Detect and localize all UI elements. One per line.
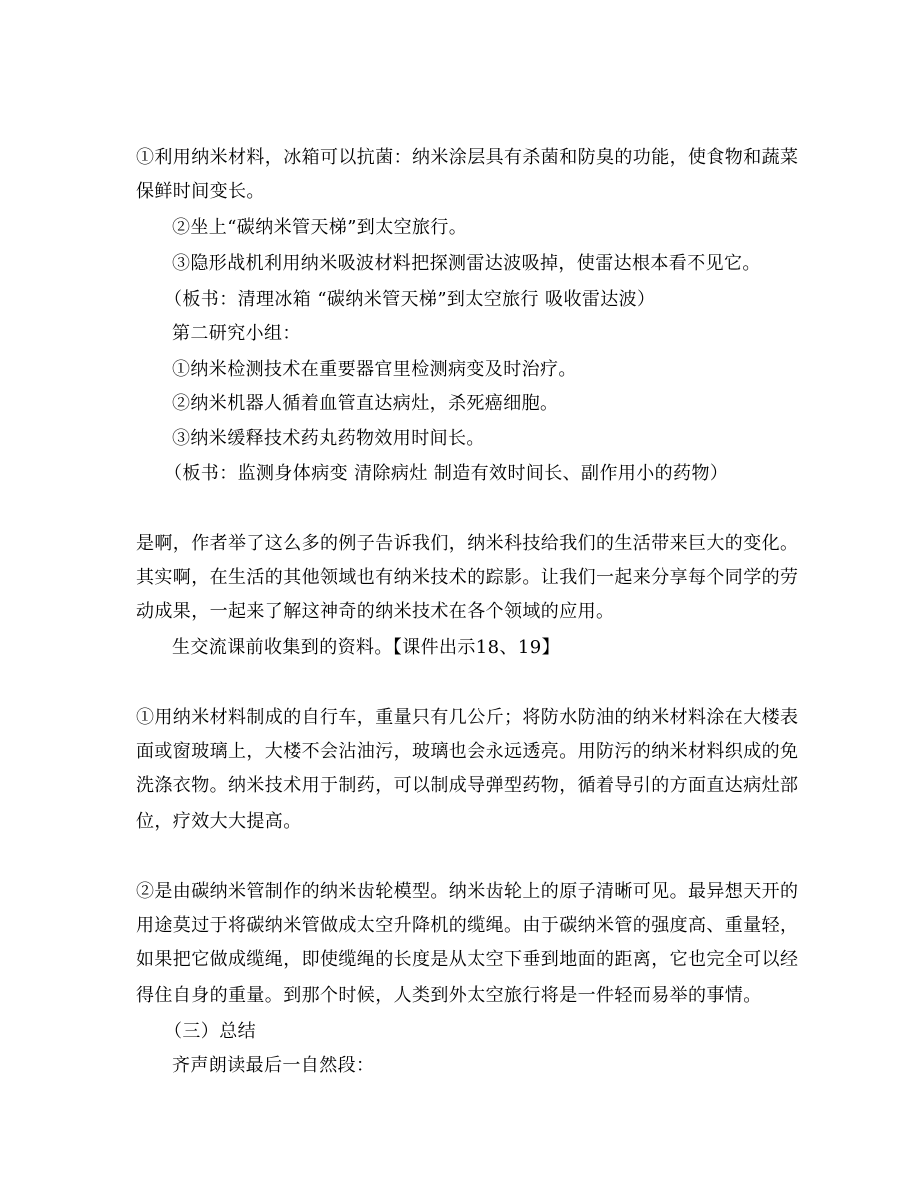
text-line: 其实啊，在生活的其他领域也有纳米技术的踪影。让我们一起来分享每个同学的劳 [136,567,799,588]
text-line: ③纳米缓释技术药丸药物效用时间长。 [172,428,485,449]
text-line: 洗涤衣物。纳米技术用于制药，可以制成导弹型药物，循着导引的方面直达病灶部 [136,775,799,796]
text-line: ③隐形战机利用纳米吸波材料把探测雷达波吸掉，使雷达根本看不见它。 [172,253,761,274]
text-line: 齐声朗读最后一自然段： [172,1055,375,1076]
text-line: ②纳米机器人循着血管直达病灶，杀死癌细胞。 [172,393,559,414]
text-line: ①用纳米材料制成的自行车，重量只有几公斤；将防水防油的纳米材料涂在大楼表 [136,707,799,728]
section-heading: （三）总结 [164,1021,256,1042]
text-line: 保鲜时间变长。 [136,181,265,202]
text-line: ①纳米检测技术在重要器官里检测病变及时治疗。 [172,359,577,380]
section-heading: 第二研究小组： [172,323,301,344]
board-note: （板书：清理冰箱 “碳纳米管天梯”到太空旅行 吸收雷达波） [164,289,656,310]
text-line: 面或窗玻璃上，大楼不会沾油污，玻璃也会永远透亮。用防污的纳米材料织成的免 [136,741,799,762]
text-line: 位，疗效大大提高。 [136,811,302,832]
text-line: 生交流课前收集到的资料。【课件出示18、19】 [172,637,561,658]
text-line: 是啊，作者举了这么多的例子告诉我们，纳米科技给我们的生活带来巨大的变化。 [136,533,799,554]
text-line: 用途莫过于将碳纳米管做成太空升降机的缆绳。由于碳纳米管的强度高、重量轻， [136,915,799,936]
text-line: 得住自身的重量。到那个时候，人类到外太空旅行将是一件轻而易举的事情。 [136,985,762,1006]
text-line: ②坐上“碳纳米管天梯”到太空旅行。 [172,217,468,238]
text-line: ②是由碳纳米管制作的纳米齿轮模型。纳米齿轮上的原子清晰可见。最异想天开的 [136,881,799,902]
text-line: 动成果，一起来了解这神奇的纳米技术在各个领域的应用。 [136,601,615,622]
board-note: （板书：监测身体病变 清除病灶 制造有效时间长、副作用小的药物） [164,463,729,484]
text-line: ①利用纳米材料，冰箱可以抗菌：纳米涂层具有杀菌和防臭的功能，使食物和蔬菜 [136,147,799,168]
text-line: 如果把它做成缆绳，即使缆绳的长度是从太空下垂到地面的距离，它也完全可以经 [136,949,799,970]
